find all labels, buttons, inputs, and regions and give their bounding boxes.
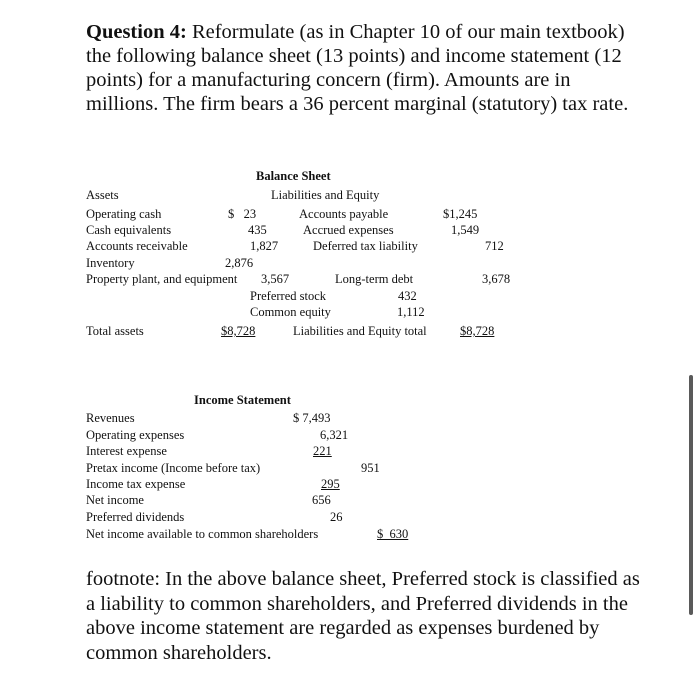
interest-expense-label: Interest expense [86, 444, 167, 458]
income-statement-title: Income Statement [194, 393, 291, 407]
preferred-stock-value: 432 [398, 289, 417, 303]
ppe-label: Property plant, and equipment [86, 272, 238, 286]
operating-expenses-label: Operating expenses [86, 428, 185, 442]
accounts-payable-value: $1,245 [443, 207, 478, 221]
revenues-label: Revenues [86, 411, 135, 425]
operating-cash-label: Operating cash [86, 207, 162, 221]
preferred-dividends-value: 26 [330, 510, 343, 524]
balance-sheet-title: Balance Sheet [256, 169, 331, 183]
common-equity-label: Common equity [250, 305, 331, 319]
accrued-expenses-label: Accrued expenses [303, 223, 394, 237]
total-assets-label: Total assets [86, 324, 144, 338]
interest-expense-value: 221 [313, 444, 332, 458]
liabilities-equity-total-value: $8,728 [460, 324, 495, 338]
liabilities-header: Liabilities and Equity [271, 188, 380, 202]
accounts-payable-label: Accounts payable [299, 207, 389, 221]
income-tax-value: 295 [321, 477, 340, 491]
inventory-label: Inventory [86, 256, 135, 270]
accounts-receivable-label: Accounts receivable [86, 239, 188, 253]
preferred-stock-label: Preferred stock [250, 289, 327, 303]
accrued-expenses-value: 1,549 [451, 223, 480, 237]
total-assets-value: $8,728 [221, 324, 256, 338]
operating-expenses-value: 6,321 [320, 428, 349, 442]
question-label: Question 4: [86, 21, 187, 43]
net-income-common-label: Net income available to common shareholders [86, 527, 319, 541]
cash-equivalents-label: Cash equivalents [86, 223, 172, 237]
income-tax-label: Income tax expense [86, 477, 186, 491]
pretax-income-label: Pretax income (Income before tax) [86, 461, 261, 475]
net-income-value: 656 [312, 493, 331, 507]
preferred-dividends-label: Preferred dividends [86, 510, 185, 524]
inventory-value: 2,876 [225, 256, 254, 270]
deferred-tax-label: Deferred tax liability [313, 239, 418, 253]
long-term-debt-value: 3,678 [482, 272, 511, 286]
accounts-receivable-value: 1,827 [250, 239, 279, 253]
scrollbar[interactable] [689, 375, 693, 615]
common-equity-value: 1,112 [397, 305, 425, 319]
question-text [86, 20, 646, 116]
long-term-debt-label: Long-term debt [335, 272, 414, 286]
assets-header: Assets [86, 188, 119, 202]
net-income-common-value: $ 630 [377, 527, 409, 541]
cash-equivalents-value: 435 [248, 223, 267, 237]
liabilities-equity-total-label: Liabilities and Equity total [293, 324, 427, 338]
question-body: Reformulate (as in Chapter 10 of our main textbook) the following balance sheet (13 points) and income statement (12 points) for a manufacturing concern (firm). Amounts are in millions. The firm bears a 36 percent marginal (statutory) tax rate. [86, 21, 629, 115]
footnote: footnote: In the above balance sheet, Preferred stock is classified as a liability to common shareholders, and Preferred dividends in the above income statement are regarded as expenses burdened by common shareholders. [86, 568, 640, 664]
operating-cash-value: $ 23 [228, 207, 257, 221]
revenues-value: $ 7,493 [293, 411, 331, 425]
net-income-label: Net income [86, 493, 144, 507]
ppe-value: 3,567 [261, 272, 290, 286]
pretax-income-value: 951 [361, 461, 380, 475]
deferred-tax-value: 712 [485, 239, 504, 253]
